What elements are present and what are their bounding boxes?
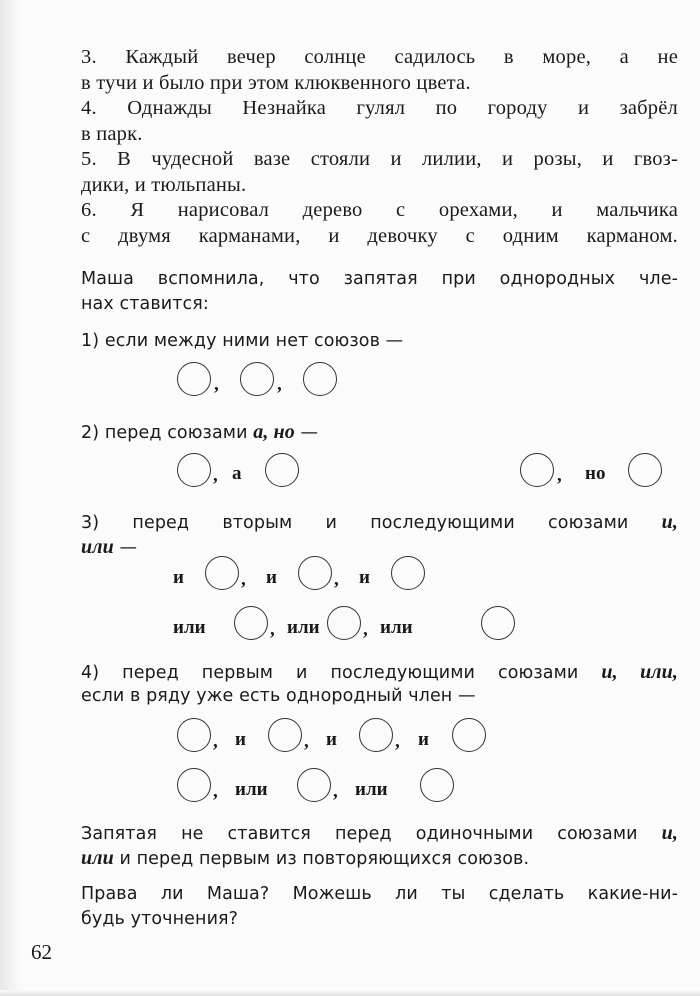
comma-mark: , bbox=[213, 731, 218, 752]
note-text: Запятая не ставится перед одиночными союзами bbox=[81, 824, 638, 844]
rule-4-label: перед первым и последующими союзами bbox=[122, 663, 579, 683]
blank-circle[interactable] bbox=[234, 606, 268, 640]
comma-mark: , bbox=[213, 781, 218, 802]
rule-2-conjunctions: а, но bbox=[253, 421, 295, 443]
question-line-2: будь уточнения? bbox=[81, 909, 239, 929]
rule-1-label: если между ними нет союзов — bbox=[104, 331, 404, 351]
blank-circle[interactable] bbox=[177, 453, 211, 487]
blank-circle[interactable] bbox=[205, 556, 239, 590]
conjunction-ili: или bbox=[287, 617, 320, 638]
note-line-1 bbox=[81, 822, 678, 845]
blank-circle[interactable] bbox=[297, 768, 331, 802]
rule-4-text-line-2: если в ряду уже есть однородный член — bbox=[81, 686, 476, 706]
blank-circle[interactable] bbox=[481, 606, 515, 640]
intro-line-1: Маша вспомнила, что запятая при однородных чле- bbox=[81, 269, 678, 289]
conjunction-i: и bbox=[266, 567, 277, 588]
blank-circle[interactable] bbox=[391, 556, 425, 590]
note-line-2 bbox=[81, 847, 529, 870]
conjunction-i: и bbox=[235, 729, 246, 750]
rule-2-label: перед союзами bbox=[104, 423, 248, 443]
rule-2-dash: — bbox=[300, 423, 319, 443]
blank-circle[interactable] bbox=[628, 453, 662, 487]
comma-mark: , bbox=[270, 619, 275, 640]
comma-mark: , bbox=[214, 374, 219, 395]
sentence-6-line-2: с двумя карманами, и девочку с одним карманом. bbox=[81, 225, 678, 247]
blank-circle[interactable] bbox=[177, 718, 211, 752]
conjunction-i: и bbox=[173, 567, 184, 588]
rule-3-text-line-1 bbox=[81, 511, 678, 534]
question-line-1: Права ли Маша? Можешь ли ты сделать какие-ни- bbox=[81, 884, 678, 904]
sentence-4-line-2: в парк. bbox=[81, 123, 143, 145]
rule-2-number: 2) bbox=[81, 423, 100, 443]
rule-3-conj-ili: или bbox=[81, 536, 114, 558]
blank-circle[interactable] bbox=[298, 556, 332, 590]
rule-1-text bbox=[81, 331, 403, 351]
comma-mark: , bbox=[395, 731, 400, 752]
sentence-6-line-1: 6. Я нарисовал дерево с орехами, и мальчика bbox=[81, 199, 678, 221]
rule-2-text bbox=[81, 421, 318, 444]
page-bottom-shadow bbox=[0, 990, 700, 996]
conjunction-i: и bbox=[326, 729, 337, 750]
rule-1-number: 1) bbox=[81, 331, 100, 351]
rule-4-text-line-1 bbox=[81, 661, 678, 684]
rule-4-conjunctions: и, или, bbox=[601, 661, 678, 683]
rule-3-conj-i: и, bbox=[661, 511, 678, 533]
note-text-rest: и перед первым из повторяющихся союзов. bbox=[119, 849, 530, 869]
comma-mark: , bbox=[363, 619, 368, 640]
blank-circle[interactable] bbox=[303, 362, 337, 396]
conjunction-ili: или bbox=[380, 617, 413, 638]
sentence-5-line-1: 5. В чудесной вазе стояли и лилии, и розы, и гвоз- bbox=[81, 148, 678, 170]
conjunction-a: а bbox=[232, 463, 242, 484]
rule-3-dash: — bbox=[119, 538, 138, 558]
blank-circle[interactable] bbox=[177, 362, 211, 396]
page-number: 62 bbox=[31, 940, 52, 964]
conjunction-ili: или bbox=[235, 779, 268, 800]
comma-mark: , bbox=[213, 465, 218, 486]
blank-circle[interactable] bbox=[268, 718, 302, 752]
comma-mark: , bbox=[304, 731, 309, 752]
conjunction-i: и bbox=[418, 729, 429, 750]
blank-circle[interactable] bbox=[420, 768, 454, 802]
sentence-3-line-2: в тучи и было при этом клюквенного цвета. bbox=[81, 72, 471, 94]
blank-circle[interactable] bbox=[265, 453, 299, 487]
comma-mark: , bbox=[241, 569, 246, 590]
conjunction-i: и bbox=[359, 567, 370, 588]
note-conj-ili: или bbox=[81, 847, 114, 869]
conjunction-no: но bbox=[585, 463, 606, 484]
blank-circle[interactable] bbox=[177, 768, 211, 802]
rule-3-text-line-2 bbox=[81, 536, 137, 559]
rule-3-number: 3) bbox=[81, 513, 100, 533]
page-binding-shadow bbox=[0, 0, 22, 996]
blank-circle[interactable] bbox=[240, 362, 274, 396]
comma-mark: , bbox=[277, 374, 282, 395]
comma-mark: , bbox=[333, 781, 338, 802]
comma-mark: , bbox=[557, 465, 562, 486]
conjunction-ili: или bbox=[173, 617, 206, 638]
blank-circle[interactable] bbox=[452, 718, 486, 752]
rule-4-number: 4) bbox=[81, 663, 100, 683]
sentence-4-line-1: 4. Однажды Незнайка гулял по городу и забрёл bbox=[81, 97, 678, 119]
sentence-5-line-2: дики, и тюльпаны. bbox=[81, 174, 247, 196]
sentence-3-line-1: 3. Каждый вечер солнце садилось в море, а не bbox=[81, 46, 678, 68]
rule-3-label: перед вторым и последующими союзами bbox=[132, 513, 629, 533]
blank-circle[interactable] bbox=[520, 453, 554, 487]
conjunction-ili: или bbox=[355, 779, 388, 800]
blank-circle[interactable] bbox=[327, 606, 361, 640]
comma-mark: , bbox=[334, 569, 339, 590]
note-conj-i: и, bbox=[661, 822, 678, 844]
blank-circle[interactable] bbox=[359, 718, 393, 752]
intro-line-2: нах ставится: bbox=[81, 294, 209, 314]
